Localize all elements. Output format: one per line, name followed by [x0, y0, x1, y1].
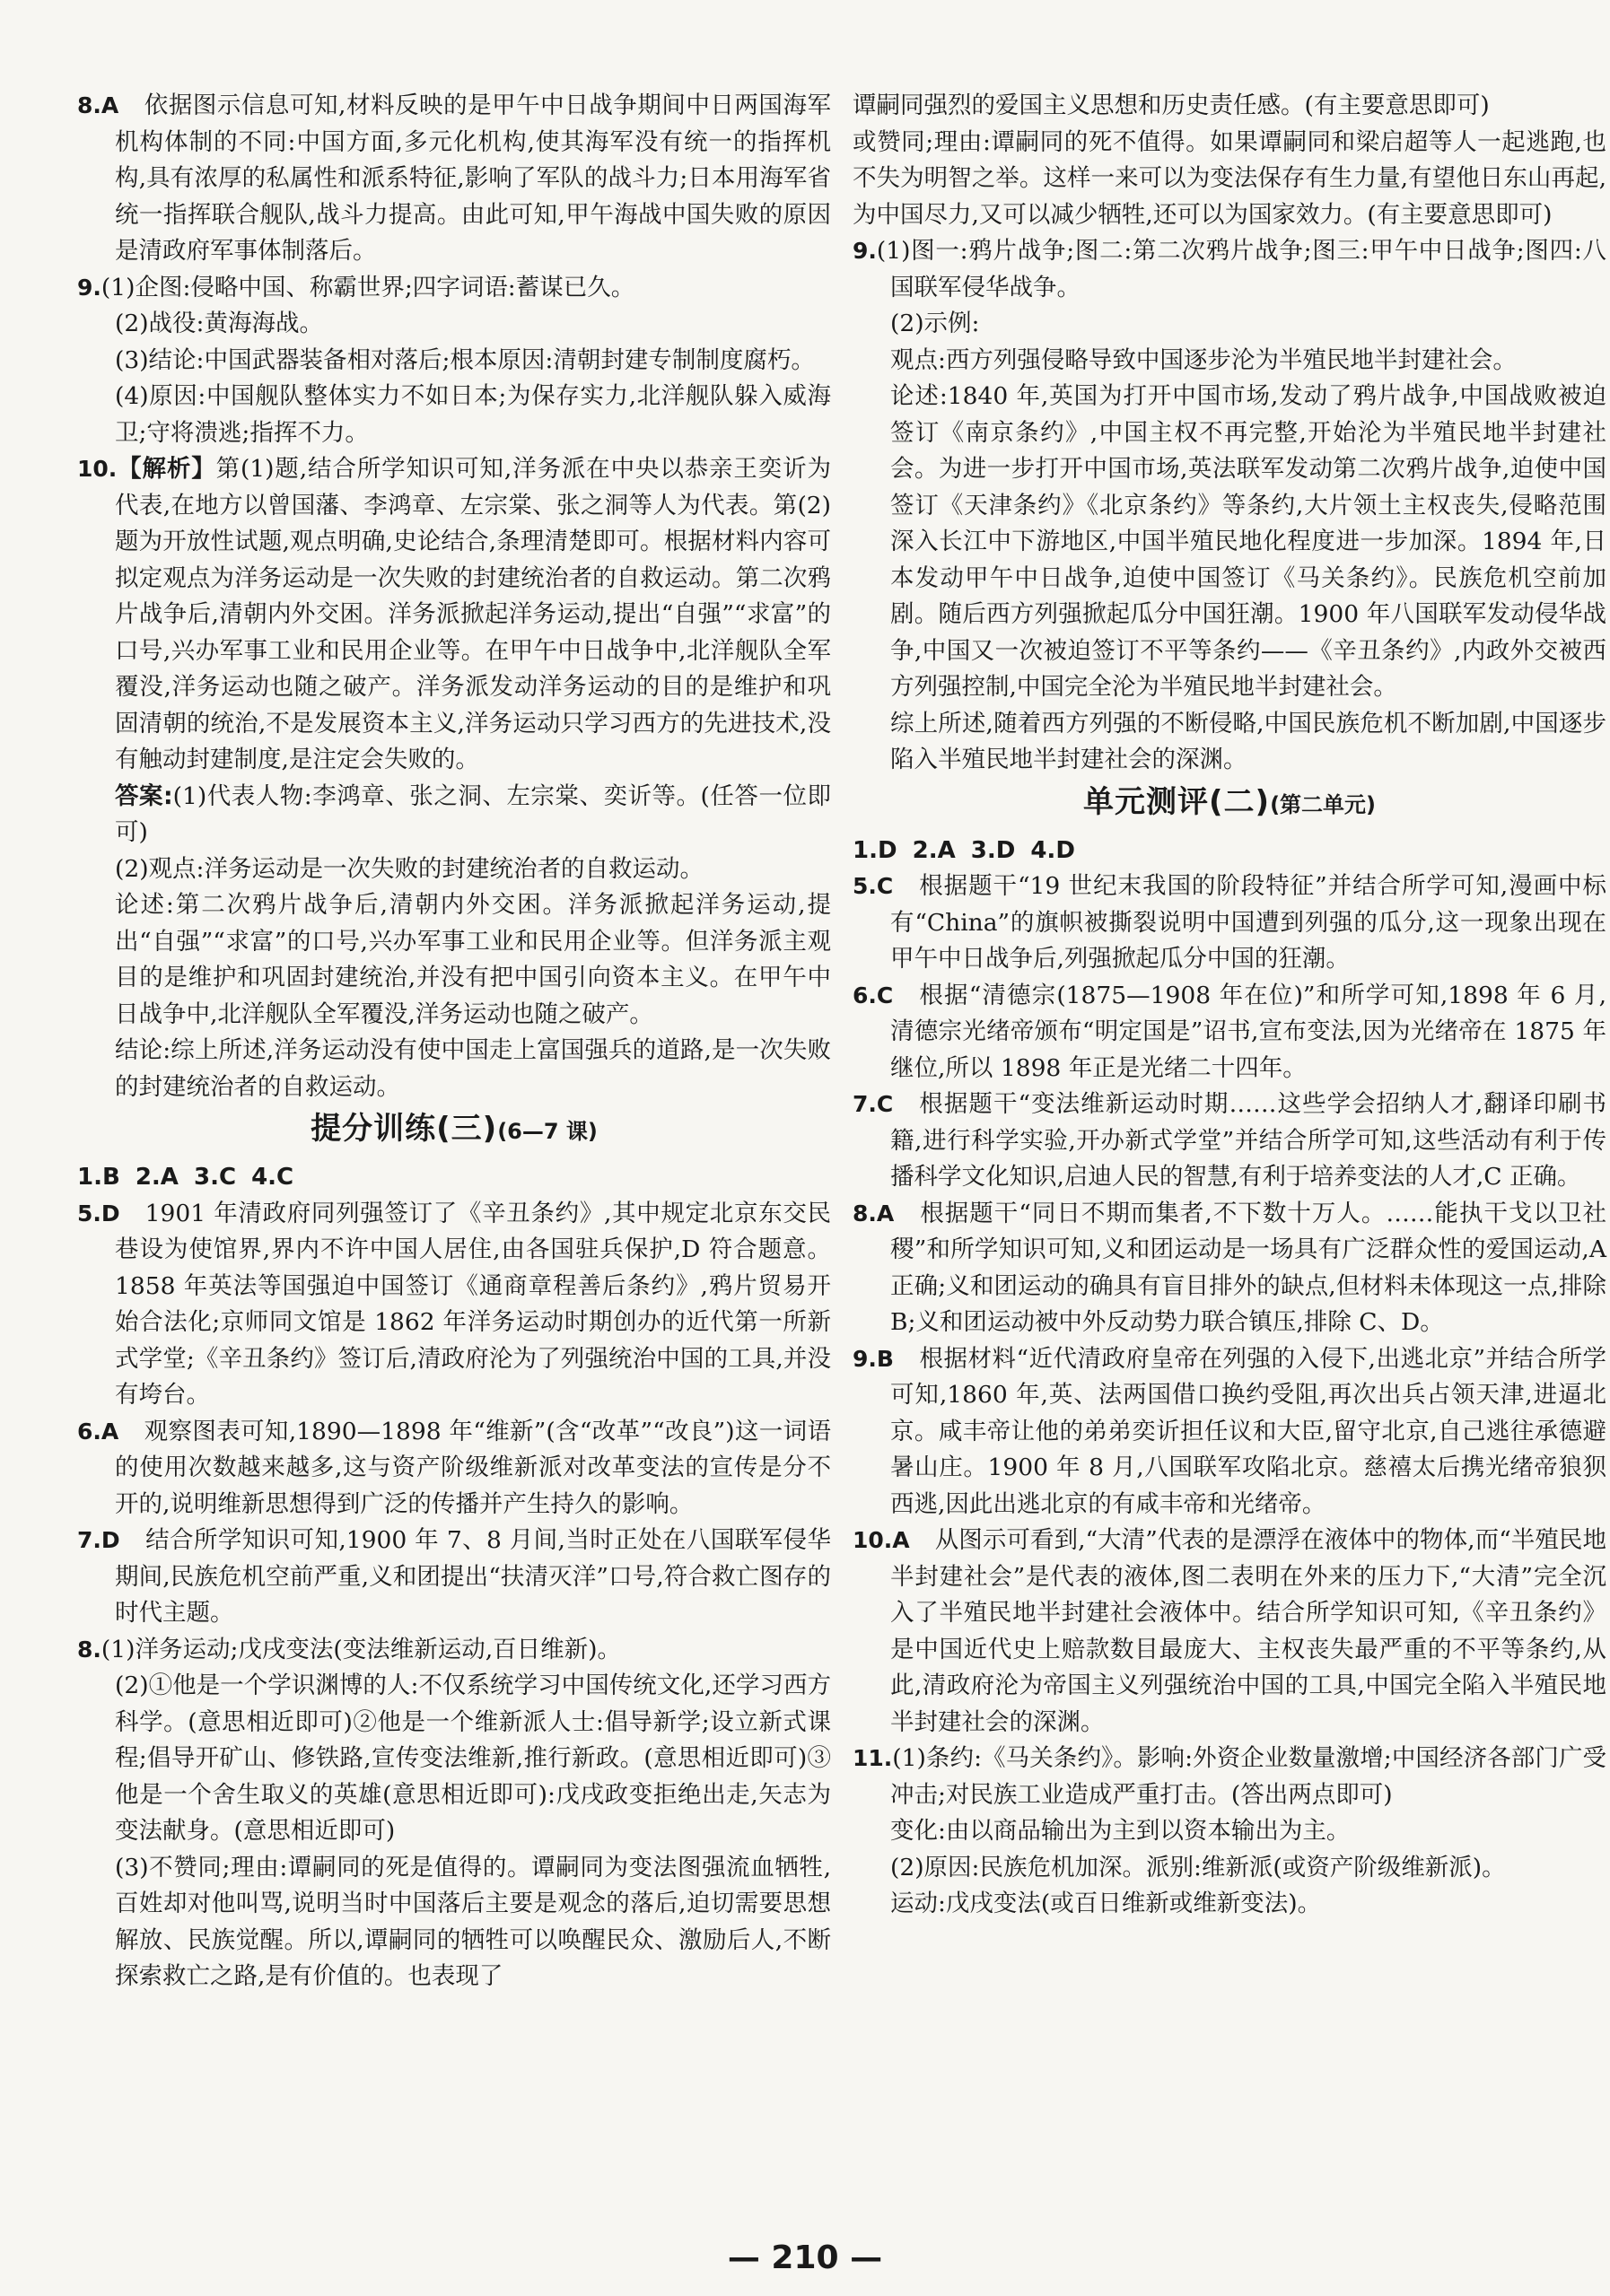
answer-item-u7: 7.C 根据题干“变法维新运动时期……这些学会招纳人才,翻译印刷书籍,进行科学实验,开办新式学堂”并结合所学可知,这些活动有利于传播科学文化知识,启迪人民的智慧,有利于培养变法的人才,C 正确。: [853, 1090, 1606, 1191]
answer-line: (3)结论:中国武器装备相对落后;根本原因:清朝封建专制制度腐朽。: [115, 345, 815, 374]
answer-item-u6: 6.C 根据“清德宗(1875—1908 年在位)”和所学可知,1898 年 6 月,清德宗光绪帝颁布“明定国是”诏书,宣布变法,因为光绪帝在 1875 年继位,所以 1898 年正是光绪二十四年。: [853, 981, 1606, 1082]
answer-line: (2)观点:洋务运动是一次失败的封建统治者的自救运动。: [115, 854, 704, 883]
answer-item-7: 7.D 结合所学知识可知,1900 年 7、8 月间,当时正处在八国联军侵华期间,民族危机空前严重,义和团提出“扶清灭洋”口号,符合救亡图存的时代主题。: [77, 1526, 831, 1627]
answer-line: (4)原因:中国舰队整体实力不如日本;为保存实力,北洋舰队躲入威海卫;守将溃逃;指挥不力。: [115, 382, 831, 447]
answer-item-6: 6.A 观察图表可知,1890—1898 年“维新”(含“改革”“改良”)这一词语的使用次数越来越多,这与资产阶级维新派对改革变法的宣传是分不开的,说明维新思想得到广泛的传播并产生持久的影响。: [77, 1417, 831, 1518]
section-title-unit-2: 单元测评(二)(第二单元): [1082, 783, 1376, 820]
answer-line: 变化:由以商品输出为主到以资本输出为主。: [890, 1817, 1351, 1845]
answer-item-u8: 8.A 根据题干“同日不期而集者,不下数十万人。……能执干戈以卫社稷”和所学知识可知,义和团运动是一场具有广泛群众性的爱国运动,A 正确;义和团运动的确具有盲目排外的缺点,但材料未体现这一点,排除 B;义和团运动被中外反动势力联合镇压,排除 C、D。: [853, 1199, 1606, 1336]
answer-item-8a: 8.A 依据图示信息可知,材料反映的是甲午中日战争期间中日两国海军机构体制的不同:中国方面,多元化机构,使其海军没有统一的指挥机构,具有浓厚的私属性和派系特征,影响了军队的战斗力;日本用海军省统一指挥联合舰队,战斗力提高。由此可知,甲午海战中国失败的原因是清政府军事体制落后。: [77, 92, 831, 265]
quick-answers: 1.B 2.A 3.C 4.C: [77, 1164, 294, 1191]
answer-item-u9: 9.B 根据材料“近代清政府皇帝在列强的入侵下,出逃北京”并结合所学可知,1860 年,英、法两国借口换约受阻,再次出兵占领天津,进逼北京。咸丰帝让他的弟弟奕䜣担任议和大臣,留守北京,自己逃往承德避暑山庄。1900 年 8 月,八国联军攻陷北京。慈禧太后携光绪帝狼狈西逃,因此出逃北京的有咸丰帝和光绪帝。: [853, 1344, 1606, 1518]
answer-line: 论述:1840 年,英国为打开中国市场,发动了鸦片战争,中国战败被迫签订《南京条约》,中国主权不再完整,开始沦为半殖民地半封建社会。为进一步打开中国市场,英法联军发动第二次鸦片战争,迫使中国签订《天津条约》《北京条约》等条约,大片领土主权丧失,侵略范围深入长江中下游地区,中国半殖民地化程度进一步加深。1894 年,日本发动甲午中日战争,迫使中国签订《马关条约》。民族危机空前加剧。随后西方列强掀起瓜分中国狂潮。1900 年八国联军发动侵华战争,中国又一次被迫签订不平等条约——《辛丑条约》,内政外交被西方列强控制,中国完全沦为半殖民地半封建社会。: [890, 382, 1606, 701]
answer-item-8b: 8.(1)洋务运动;戊戌变法(变法维新运动,百日维新)。: [77, 1635, 621, 1663]
answer-line: 论述:第二次鸦片战争后,清朝内外交困。洋务派掀起洋务运动,提出“自强”“求富”的口号,兴办军事工业和民用企业等。但洋务派主观目的是维护和巩固封建统治,并没有把中国引向资本主义。在甲午中日战争中,北洋舰队全军覆没,洋务运动也随之破产。: [115, 891, 831, 1028]
answer-item-u11: 11.(1)条约:《马关条约》。影响:外资企业数量激增;中国经济各部门广受冲击;对民族工业造成严重打击。(答出两点即可): [853, 1744, 1606, 1809]
quick-answers: 1.D 2.A 3.D 4.D: [853, 836, 1075, 864]
answer-line: 运动:戊戌变法(或百日维新或维新变法)。: [890, 1890, 1322, 1917]
answer-line: 或赞同;理由:谭嗣同的死不值得。如果谭嗣同和梁启超等人一起逃跑,也不失为明智之举。这样一来可以为变法保存有生力量,有望他日东山再起,为中国尽力,又可以减少牺牲,还可以为国家效力。(有主要意思即可): [853, 127, 1606, 229]
answer-line: 观点:西方列强侵略导致中国逐步沦为半殖民地半封建社会。: [890, 345, 1517, 374]
answer-line: (3)不赞同;理由:谭嗣同的死是值得的。谭嗣同为变法图强流血牺牲,百姓却对他叫骂,说明当时中国落后主要是观念的落后,迫切需要思想解放、民族觉醒。所以,谭嗣同的牺牲可以唤醒民众、激励后人,不断探索救亡之路,是有价值的。也表现了: [115, 1853, 831, 1990]
answer-line: (2)原因:民族危机加深。派别:维新派(或资产阶级维新派)。: [890, 1853, 1506, 1881]
right-column: [853, 88, 1606, 1923]
answer-item-u5: 5.C 根据题干“19 世纪末我国的阶段特征”并结合所学可知,漫画中标有“China”的旗帜被撕裂说明中国遭到列强的瓜分,这一现象出现在甲午中日战争后,列强掀起瓜分中国的狂潮。: [853, 872, 1606, 973]
answer-item-u10: 10.A 从图示可看到,“大清”代表的是漂浮在液体中的物体,而“半殖民地半封建社会”是代表的液体,图二表明在外来的压力下,“大清”完全沉入了半殖民地半封建社会液体中。结合所学知识可知,《辛丑条约》是中国近代史上赔款数目最庞大、主权丧失最严重的不平等条约,从此,清政府沦为帝国主义列强统治中国的工具,中国完全陷入半殖民地半封建社会的深渊。: [853, 1526, 1606, 1736]
left-column: [77, 88, 831, 1995]
section-title-tifen-3: 提分训练(三)(6—7 课): [311, 1111, 598, 1147]
answer-line: 结论:综上所述,洋务运动没有使中国走上富国强兵的道路,是一次失败的封建统治者的自救运动。: [115, 1036, 831, 1101]
answer-item-9b: 9.(1)图一:鸦片战争;图二:第二次鸦片战争;图三:甲午中日战争;图四:八国联军侵华战争。: [853, 237, 1606, 301]
answer-item-10a: 10.【解析】第(1)题,结合所学知识可知,洋务派在中央以恭亲王奕䜣为代表,在地方以曾国藩、李鸿章、左宗棠、张之洞等人为代表。第(2)题为开放性试题,观点明确,史论结合,条理清楚即可。根据材料内容可拟定观点为洋务运动是一次失败的封建统治者的自救运动。第二次鸦片战争后,清朝内外交困。洋务派掀起洋务运动,提出“自强”“求富”的口号,兴办军事工业和民用企业等。在甲午中日战争中,北洋舰队全军覆没,洋务运动也随之破产。洋务派发动洋务运动的目的是维护和巩固清朝的统治,不是发展资本主义,洋务运动只学习西方的先进技术,没有触动封建制度,是注定会失败的。: [77, 455, 832, 773]
answer-line: (2)战役:黄海海战。: [115, 310, 323, 337]
answer-line: 综上所述,随着西方列强的不断侵略,中国民族危机不断加剧,中国逐步陷入半殖民地半封建社会的深渊。: [890, 709, 1606, 773]
answer-line: 答案:(1)代表人物:李鸿章、张之洞、左宗棠、奕䜣等。(任答一位即可): [115, 781, 831, 846]
answer-item-9a: 9.(1)企图:侵略中国、称霸世界;四字词语:蓄谋已久。: [77, 273, 635, 301]
answer-line: 谭嗣同强烈的爱国主义思想和历史责任感。(有主要意思即可): [853, 92, 1490, 119]
page-number: — 210 —: [727, 2239, 883, 2276]
answer-item-5: 5.D 1901 年清政府同列强签订了《辛丑条约》,其中规定北京东交民巷设为使馆界,界内不许中国人居住,由各国驻兵保护,D 符合题意。1858 年英法等国强迫中国签订《通商章程善后条约》,鸦片贸易开始合法化;京师同文馆是 1862 年洋务运动时期创办的近代第一所新式学堂;《辛丑条约》签订后,清政府沦为了列强统治中国的工具,并没有垮台。: [77, 1199, 831, 1409]
answer-line: (2)示例:: [890, 310, 980, 337]
answer-line: (2)①他是一个学识渊博的人:不仅系统学习中国传统文化,还学习西方科学。(意思相近即可)②他是一个维新派人士:倡导新学;设立新式课程;倡导开矿山、修铁路,宣传变法维新,推行新政。(意思相近即可)③他是一个舍生取义的英雄(意思相近即可):戊戌政变拒绝出走,矢志为变法献身。(意思相近即可): [115, 1672, 831, 1845]
